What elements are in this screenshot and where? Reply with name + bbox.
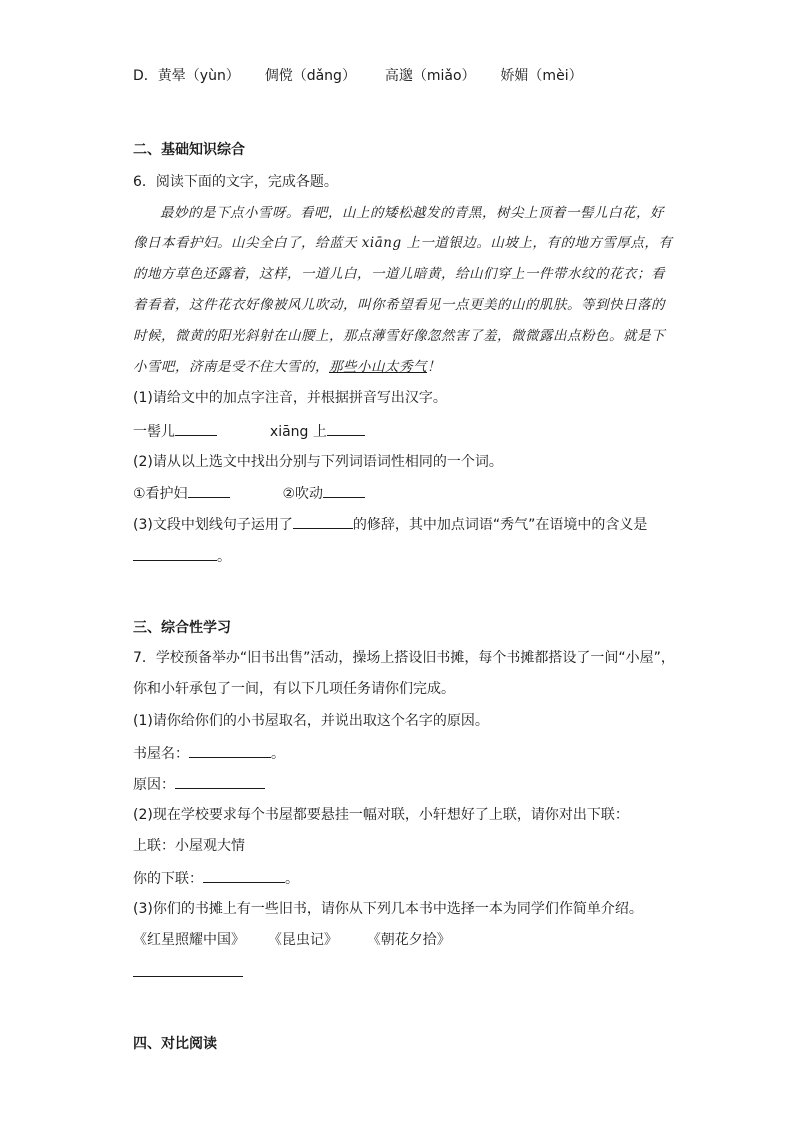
answer-blank[interactable] (203, 868, 285, 883)
answer-blank[interactable] (175, 421, 217, 436)
bookhouse-name-row (133, 743, 285, 764)
sub2-item-a: ①看护妇 (133, 486, 188, 502)
answer-blank[interactable] (323, 483, 365, 498)
sub1-item-b: xiāng 上 (269, 424, 327, 440)
passage-line-5: 时候，微黄的阳光斜射在山腰上，那点薄雪好像忽然害了羞，微微露出点粉色。就是下 (133, 328, 665, 344)
q6-sub3-answer (133, 546, 231, 567)
q6-sub1-answers (133, 421, 365, 442)
reason-row (133, 774, 265, 795)
answer-blank[interactable] (293, 514, 353, 529)
q6-sub1: (1)请给文中的加点字注音，并根据拼音写出汉字。 (133, 390, 447, 406)
passage-line-1: 最妙的是下点小雪呀。看吧，山上的矮松越发的青黑，树尖上顶着一髻儿白花，好 (160, 205, 664, 221)
lower-end: 。 (285, 871, 299, 887)
q7-line-2: 你和小轩承包了一间，有以下几项任务请你们完成。 (133, 681, 455, 697)
name-end: 。 (271, 746, 285, 762)
passage-last-text: 小雪吧，济南是受不住大雪的， (133, 359, 329, 375)
q7-line-1: 7．学校预备举办“旧书出售”活动，操场上搭设旧书摊，每个书摊都搭设了一间“小屋”， (133, 650, 675, 666)
sub3-text-post: 的修辞，其中加点词语“秀气”在语境中的含义是 (352, 517, 648, 533)
reason-label: 原因： (133, 777, 175, 793)
passage-line-6 (133, 357, 441, 377)
q6-sub2: (2)请从以上选文中找出分别与下列词语词性相同的一个词。 (133, 454, 503, 470)
section-3-heading: 三、综合性学习 (133, 620, 231, 636)
q7-sub3: (3)你们的书摊上有一些旧书，请你从下列几本书中选择一本为同学们作简单介绍。 (133, 901, 643, 917)
upper-couplet: 上联：小屋观大情 (133, 838, 245, 854)
q6-sub3 (133, 514, 647, 535)
answer-blank[interactable] (189, 743, 271, 758)
sub3-text-pre: (3)文段中划线句子运用了 (133, 517, 293, 533)
answer-blank[interactable] (327, 421, 365, 436)
book-intro-answer (133, 962, 243, 983)
q7-sub2: (2)现在学校要求每个书屋都要悬挂一幅对联，小轩想好了上联，请你对出下联： (133, 807, 629, 823)
lower-label: 你的下联： (133, 871, 203, 887)
underlined-sentence: 那些小山太秀气 (329, 359, 427, 375)
option-d-word-2: 倜傥（dǎng） (264, 68, 356, 84)
book-title: 《昆虫记》 (267, 932, 338, 948)
section-4-heading: 四、对比阅读 (133, 1036, 217, 1052)
answer-blank[interactable] (188, 483, 230, 498)
answer-blank[interactable] (175, 774, 265, 789)
lower-couplet-row (133, 868, 299, 889)
passage-line-2: 像日本看护妇。山尖全白了，给蓝天 xiāng 上一道银边。山坡上，有的地方雪厚点，有 (133, 235, 673, 251)
q6-stem: 6．阅读下面的文字，完成各题。 (133, 174, 338, 190)
option-d-word-3: 高邈（miǎo） (384, 68, 476, 84)
name-label: 书屋名： (133, 746, 189, 762)
q6-sub2-answers (133, 483, 365, 504)
section-2-heading: 二、基础知识综合 (133, 142, 245, 158)
option-d-word-4: 娇媚（mèi） (500, 68, 583, 84)
passage-line-4: 着看着，这件花衣好像被风儿吹动，叫你希望看见一点更美的山的肌肤。等到快日落的 (133, 297, 665, 313)
book-title: 《朝花夕拾》 (366, 932, 451, 948)
sub3-end: 。 (217, 549, 231, 565)
q7-sub1: (1)请你给你们的小书屋取名，并说出取这个名字的原因。 (133, 713, 489, 729)
passage-line-3: 的地方草色还露着，这样，一道儿白，一道儿暗黄，给山们穿上一件带水纹的花衣；看 (133, 266, 665, 282)
answer-blank[interactable] (133, 546, 217, 561)
answer-blank[interactable] (133, 962, 243, 977)
sub1-item-a: 一髻儿 (133, 424, 175, 440)
book-list (133, 930, 451, 950)
q5-option-d (133, 66, 583, 86)
sub2-item-b: ②吹动 (282, 486, 324, 502)
book-title: 《红星照耀中国》 (133, 932, 245, 948)
option-d-word-1: D．黄晕（yùn） (133, 68, 240, 84)
passage-last-punct: ！ (427, 359, 441, 375)
